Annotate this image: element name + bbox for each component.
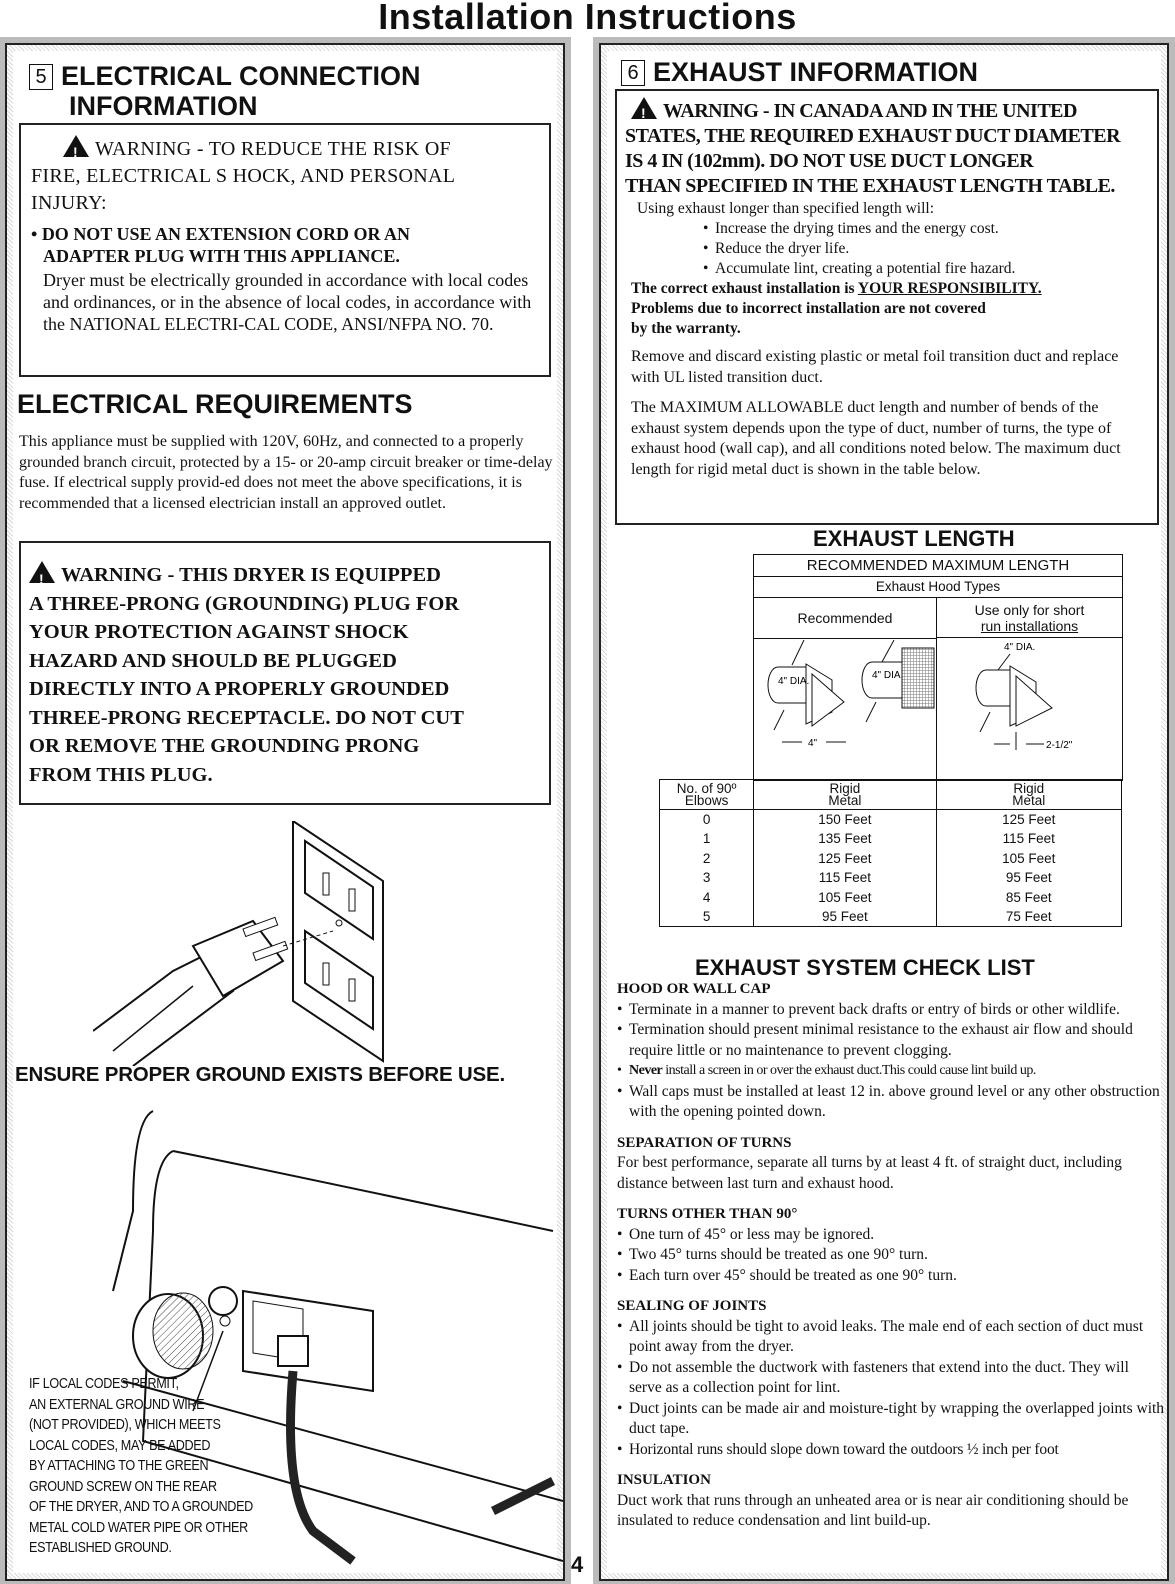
table-row: [660, 907, 1122, 927]
table-cell-recommended: 135 Feet: [754, 829, 936, 849]
exhaust-checklist: HOOD OR WALL CAP • Terminate in a manner to prevent back drafts or entry of birds or other wildlife. • Termination should present minimal resistance to the exhaust air flow and should require little or no maintenance to prevent clogging. • Never install a screen in or over the exhaust duct.This could cause lint build up. • Wall caps must be installed at least 12 in. above ground level or any other obstruction with the opening pointed down. SEPARATION OF TURNS For best performance, separate all turns by at least 4 ft. of straight duct, including distance between last turn and exhaust hood. TURNS OTHER THAN 90° • One turn of 45° or less may be ignored. • Two 45° turns should be treated as one 90° turn. • Each turn over 45° should be treated as one 90° turn. SEALING OF JOINTS • All joints should be tight to avoid leaks. The male end of each section of duct must point away from the dryer. • Do not assemble the ductwork with fasteners that extend into the duct. They will serve as a collection point for lint. • Duct joints can be made air and moisture-tight by wrapping the overlapped joints with duct tape. • Horizontal runs should slope down toward the outdoors ½ inch per foot INSULATION Duct work that runs through an unheated area or is near air conditioning should be insulated to reduce condensation and lint build-up.: [617, 979, 1165, 1532]
svg-text:4" DIA.: 4" DIA.: [1004, 642, 1036, 653]
table-cell-short_run: 125 Feet: [1002, 812, 1056, 827]
section-number-6: 6: [621, 60, 645, 86]
transition-duct-note: Remove and discard existing plastic or metal foil transition duct and replace with UL listed transition duct.: [631, 348, 1119, 386]
warning-icon: [631, 97, 657, 119]
hood-diagrams: [754, 640, 1122, 780]
table-cell-short_run: 115 Feet: [1002, 831, 1055, 847]
table-cell-recommended: 95 Feet: [754, 907, 936, 927]
electrical-requirements-body: This appliance must be supplied with 120V, 60Hz, and connected to a properly grounded branch circuit, protected by a 15- or 20-amp circuit breaker or time-delay fuse. If electrical supply provid-ed does not meet the above specifications, it is recommended that a licensed electrician install an approved outlet.: [19, 433, 553, 512]
svg-text:4": 4": [808, 738, 818, 749]
table-cell-short_run: 95 Feet: [1005, 870, 1052, 886]
exhaust-warning-box: !WARNING - IN CANADA AND IN THE UNITED STATES, THE REQUIRED EXHAUST DUCT DIAMETER IS 4 IN (102mm). DO NOT USE DUCT LONGER THAN SPECIFIED IN THE EXHAUST LENGTH TABLE. Using exhaust longer than specified length will: • Increase the drying times and the energy cost. • Reduce the dryer life. • Accumulate lint, creating a potential fire hazard. The correct exhaust installation is YOUR RESPONSIBILITY. Problems due to incorrect installation are not covered by the warranty. Remove and discard existing plastic or metal foil transition duct and replace with UL listed transition duct. The MAXIMUM ALLOWABLE duct length and number of bends of the exhaust system depends upon the type of duct, number of turns, the type of exhaust hood (wall cap), and all conditions noted below. The maximum duct length for rigid metal duct is shown in the table below.: [615, 89, 1159, 525]
responsibility-note: The correct exhaust installation is YOUR RESPONSIBILITY. Problems due to incorrect installation are not covered by the warranty.: [631, 280, 1042, 337]
separation-section-title: SEPARATION OF TURNS: [617, 1134, 792, 1151]
table-cell-short_run: 105 Feet: [1002, 850, 1056, 866]
exhaust-column: [598, 42, 1170, 1582]
table-row: [660, 888, 1122, 908]
longer-exhaust-effects: • Increase the drying times and the energy cost. • Reduce the dryer life. • Accumulate lint, creating a potential fire hazard.: [625, 219, 1149, 279]
warning-icon: [29, 561, 55, 583]
electrical-heading: 5 ELECTRICAL CONNECTION INFORMATION: [29, 61, 421, 121]
table-row: [660, 810, 1122, 830]
turns-section-title: TURNS OTHER THAN 90°: [617, 1206, 798, 1222]
table-cell-elbows: 3: [660, 868, 754, 888]
table-cell-elbows: 2: [660, 849, 754, 869]
insulation-section-title: INSULATION: [617, 1472, 711, 1488]
checklist-heading: EXHAUST SYSTEM CHECK LIST: [695, 955, 1035, 980]
table-cell-recommended: 150 Feet: [754, 810, 936, 830]
ground-wire-note: IF LOCAL CODES PERMIT, AN EXTERNAL GROUND WIRE (NOT PROVIDED), WHICH MEETS LOCAL CODES, MAY BE ADDED BY ATTACHING TO THE GREEN GROUND SCREW ON THE REAR OF THE DRYER, AND TO A GROUNDED METAL COLD WATER PIPE OR OTHER ESTABLISHED GROUND.: [29, 1375, 253, 1556]
table-cell-short_run: 85 Feet: [1005, 889, 1052, 905]
table-row: [660, 868, 1122, 888]
exhaust-length-table: No. of 90º Elbows Rigid Metal Rigid Metal 0 150 Feet 125 Feet 1 135 Feet 115 Feet 2 125 Feet 105 Feet 3 115 Feet 95 Feet 4 105 Feet 85 Feet 5 95 Feet 75 Feet: [659, 779, 1122, 927]
table-cell-recommended: 105 Feet: [754, 888, 936, 908]
grounding-body: Dryer must be electrically grounded in accordance with local codes and ordinances, or in the absence of local codes, in accordance with the NATIONAL ELECTRI-CAL CODE, ANSI/NFPA NO. 70.: [43, 270, 532, 334]
electrical-warning-box: !WARNING - TO REDUCE THE RISK OF FIRE, ELECTRICAL S HOCK, AND PERSONAL INJURY: • DO NOT USE AN EXTENSION CORD OR AN ADAPTER PLUG WITH THIS APPLIANCE. Dryer must be electrically grounded in accordance with local codes and ordinances, or in the absence of local codes, in accordance with the NATIONAL ELECTRI-CAL CODE, ANSI/NFPA NO. 70.: [19, 123, 551, 377]
table-cell-elbows: 0: [660, 810, 754, 830]
max-allowable-note: The MAXIMUM ALLOWABLE duct length and number of bends of the exhaust system depends upon the type of duct, number of turns, the type of exhaust hood (wall cap), and all conditions noted below. The maximum duct length for rigid metal duct is shown in the table below.: [631, 399, 1121, 478]
electrical-requirements-heading: ELECTRICAL REQUIREMENTS: [17, 389, 413, 419]
page-title: Installation Instructions: [378, 0, 797, 37]
hood-section-title: HOOD OR WALL CAP: [617, 981, 771, 997]
table-cell-elbows: 4: [660, 888, 754, 908]
section-number-5: 5: [29, 64, 53, 90]
exhaust-length-table-top: RECOMMENDED MAXIMUM LENGTH Exhaust Hood Types Recommended Use only for short run installations 4" DIA. 4" 4" DIA. 4" DIA. 2-1/2": [753, 554, 1123, 781]
table-cell-short_run: 75 Feet: [1005, 909, 1052, 924]
sealing-section-title: SEALING OF JOINTS: [617, 1298, 767, 1314]
table-cell-recommended: 125 Feet: [754, 849, 936, 869]
table-cell-elbows: 1: [660, 829, 754, 849]
warning-icon: [63, 135, 89, 157]
exhaust-heading: 6 EXHAUST INFORMATION: [621, 57, 978, 87]
table-cell-elbows: 5: [660, 907, 754, 927]
extension-cord-warning: • DO NOT USE AN EXTENSION CORD OR AN ADAPTER PLUG WITH THIS APPLIANCE.: [31, 224, 411, 266]
table-row: [660, 829, 1122, 849]
svg-text:4" DIA.: 4" DIA.: [872, 670, 904, 681]
page-number: 4: [571, 1552, 584, 1577]
svg-text:4" DIA.: 4" DIA.: [778, 676, 810, 687]
plug-outlet-illustration: [93, 821, 423, 1066]
svg-text:2-1/2": 2-1/2": [1046, 740, 1073, 751]
electrical-column: [4, 42, 566, 1582]
exhaust-length-heading: EXHAUST LENGTH: [813, 526, 1015, 551]
three-prong-warning-box: !WARNING - THIS DRYER IS EQUIPPED A THREE-PRONG (GROUNDING) PLUG FOR YOUR PROTECTION AGAINST SHOCK HAZARD AND SHOULD BE PLUGGED DIRECTLY INTO A PROPERLY GROUNDED THREE-PRONG RECEPTACLE. DO NOT CUT OR REMOVE THE GROUNDING PRONG FROM THIS PLUG.: [19, 541, 551, 805]
ground-caption: ENSURE PROPER GROUND EXISTS BEFORE USE.: [15, 1063, 505, 1086]
table-cell-recommended: 115 Feet: [754, 868, 936, 888]
table-row: [660, 849, 1122, 869]
